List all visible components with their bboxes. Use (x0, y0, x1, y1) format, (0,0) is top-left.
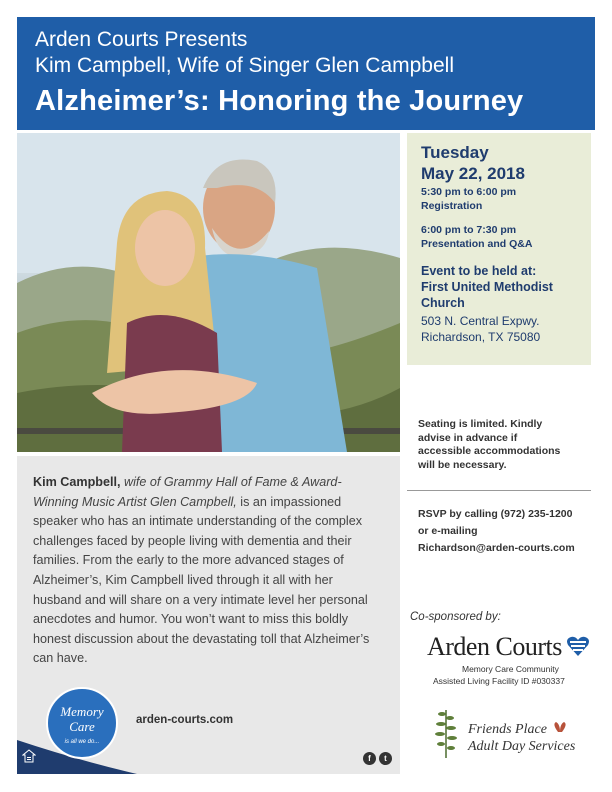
arden-courts-subtitle: Memory Care Community (462, 664, 559, 674)
friends-place-subtitle: Adult Day Services (468, 739, 576, 754)
speaker-photo (17, 133, 400, 452)
social-links (363, 752, 392, 765)
seating-line3: accessible accommodations (418, 445, 561, 457)
event-date: May 22, 2018 (421, 164, 525, 183)
photo-illustration (17, 133, 400, 452)
seating-note (418, 418, 588, 472)
facebook-icon[interactable]: f (363, 752, 376, 765)
friends-place-name: Friends Place (468, 722, 547, 737)
equal-housing-icon (22, 749, 36, 763)
seating-line2: advise in advance if (418, 431, 518, 444)
header-banner (17, 17, 595, 130)
event-title: Alzheimer’s: Honoring the Journey (35, 85, 524, 117)
venue-address-street: 503 N. Central Expwy. (421, 314, 540, 328)
logo-text-care: Care (69, 719, 95, 734)
website-link[interactable]: arden-courts.com (136, 714, 234, 726)
speaker-description (33, 473, 383, 669)
arden-courts-logo: Arden Courts (427, 632, 562, 661)
logo-text-tagline: is all we do... (64, 739, 100, 745)
venue-heading: Event to be held at: (421, 264, 537, 278)
presenter-line: Arden Courts Presents (35, 28, 248, 51)
speaker-credentials: wife of Grammy Hall of Fame & Award-Winning Music Artist Glen Campbell, (33, 475, 342, 509)
heart-icon (566, 634, 590, 658)
event-day: Tuesday (421, 143, 489, 162)
description-body: is an impassioned speaker who has an intimate understanding of the complex challenges faced by people living with dementia and their families. From the early to the more advanced stages of Alzheimer’s, Kim Campbell lived through it all with her husband and will share on a very intimate level her personal anecdotes and humor. You won’t want to miss this boldly honest discussion about the devastating toll that Alzheimer’s can have. (33, 494, 370, 666)
rsvp-or: or e-mailing (418, 525, 478, 537)
seating-line4: will be necessary. (418, 458, 507, 471)
presentation-time: 6:00 pm to 7:30 pm (421, 224, 517, 236)
rsvp-block (418, 506, 598, 557)
venue-name-line1: First United Methodist (421, 280, 553, 294)
twitter-icon[interactable]: t (379, 752, 392, 765)
venue-name-line2: Church (421, 296, 465, 310)
speaker-line: Kim Campbell, Wife of Singer Glen Campbell (35, 54, 454, 77)
memory-care-logo (45, 686, 119, 760)
cosponsor-label: Co-sponsored by: (410, 611, 501, 623)
rsvp-phone[interactable]: RSVP by calling (972) 235-1200 (418, 508, 573, 520)
registration-time: 5:30 pm to 6:00 pm (421, 186, 517, 198)
memory-care-circle (45, 686, 119, 760)
venue-address-city: Richardson, TX 75080 (421, 330, 541, 344)
rsvp-email-link[interactable]: Richardson@arden-courts.com (418, 542, 575, 554)
registration-label: Registration (421, 200, 483, 212)
facility-id: Assisted Living Facility ID #030337 (433, 676, 565, 686)
presentation-label: Presentation and Q&A (421, 238, 533, 250)
divider (407, 490, 591, 491)
logo-text-memory: Memory (60, 704, 104, 719)
speaker-name: Kim Campbell, (33, 475, 121, 489)
seating-line1: Seating is limited. Kindly (418, 418, 543, 430)
event-info-box (407, 133, 591, 365)
